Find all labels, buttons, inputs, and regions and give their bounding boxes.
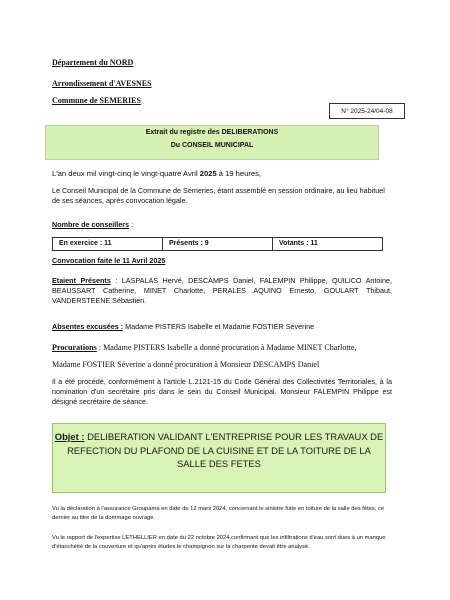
extrait-box	[45, 125, 379, 160]
arrondissement-heading: Arrondissement d'AVESNES	[52, 79, 152, 88]
extrait-line-2: Du CONSEIL MUNICIPAL	[170, 142, 254, 149]
count-votants: Votants : 11	[279, 240, 318, 247]
date-line: L'an deux mil vingt-cinq le vingt-quatre Avril 2025 à 19 heures,	[52, 169, 262, 178]
convocation-date: Convocation faite le 11 Avril 2025	[52, 256, 166, 265]
deliberation-reference: N° 2025-24/04-08	[329, 103, 405, 119]
secretaire-paragraph: Il a été procédé, conformément à l'article L.2121-15 du Code Général des Collectivités Territoriales, à la nomination d'un secrétaire pris dans le sein du Conseil Municipal. Monsieur FALEMPIN Philippe est désigné secrétaire de séance.	[52, 377, 392, 406]
objet-box	[52, 423, 386, 493]
procurations-paragraph: Procurations : Madame PISTERS Isabelle a donné procuration à Madame MINET Charlotte, Madame FOSTIER Séverine a donné procuration à Monsieur DESCAMPS Daniel	[52, 343, 357, 369]
nombre-conseillers: Nombre de conseillers :	[52, 220, 134, 229]
departement-heading: Département du NORD	[52, 58, 134, 67]
presents-paragraph: Etaient Présents : LASPALAS Hervé, DESCAMPS Daniel, FALEMPIN Philippe, QUILICO Antoine, BEAUSSART Catherine, MINET Charlotte, PERALES AQUINO Ernesto, GOULART Thibaut, VANDERSTEENE Sébastien.	[52, 276, 392, 305]
vu-rapport: Vu le rapport de l'expertise LETHELLIER en date du 22 octobre 2024 confirmant que les infiltrations d'eau sont dues à un manque d'étanchéité de la couverture et qu'après études le champignon sur la charpente devait être analysé.	[52, 535, 386, 550]
count-presents: Présents : 9	[163, 238, 273, 250]
counts-table	[52, 237, 383, 251]
vu-declaration: Vu la déclaration à l'assurance Groupama en date du 12 mars 2024, concernant le sinistre fuite en toiture de la salle des fêtes, ce dernier au titre de la dommage ouvrage.	[52, 506, 385, 521]
session-intro: Le Conseil Municipal de la Commune de Sémeries, étant assemblé en session ordinaire, au lieu habituel de ses séances, après convocation légale.	[52, 186, 385, 205]
count-exercice: En exercice : 11	[53, 238, 163, 250]
extrait-line-1: Extrait du registre des DELIBERATIONS	[145, 129, 279, 136]
objet-label: Objet :	[54, 431, 85, 442]
absentes-paragraph: Absentes excusées : Madame PISTERS Isabelle et Madame FOSTIER Séverine	[52, 322, 315, 331]
objet-text: DELIBERATION VALIDANT L'ENTREPRISE POUR LES TRAVAUX DE REFECTION DU PLAFOND DE LA CUISINE ET DE LA TOITURE DE LA SALLE DES FETES	[67, 431, 384, 469]
commune-heading: Commune de SEMERIES	[52, 96, 141, 105]
